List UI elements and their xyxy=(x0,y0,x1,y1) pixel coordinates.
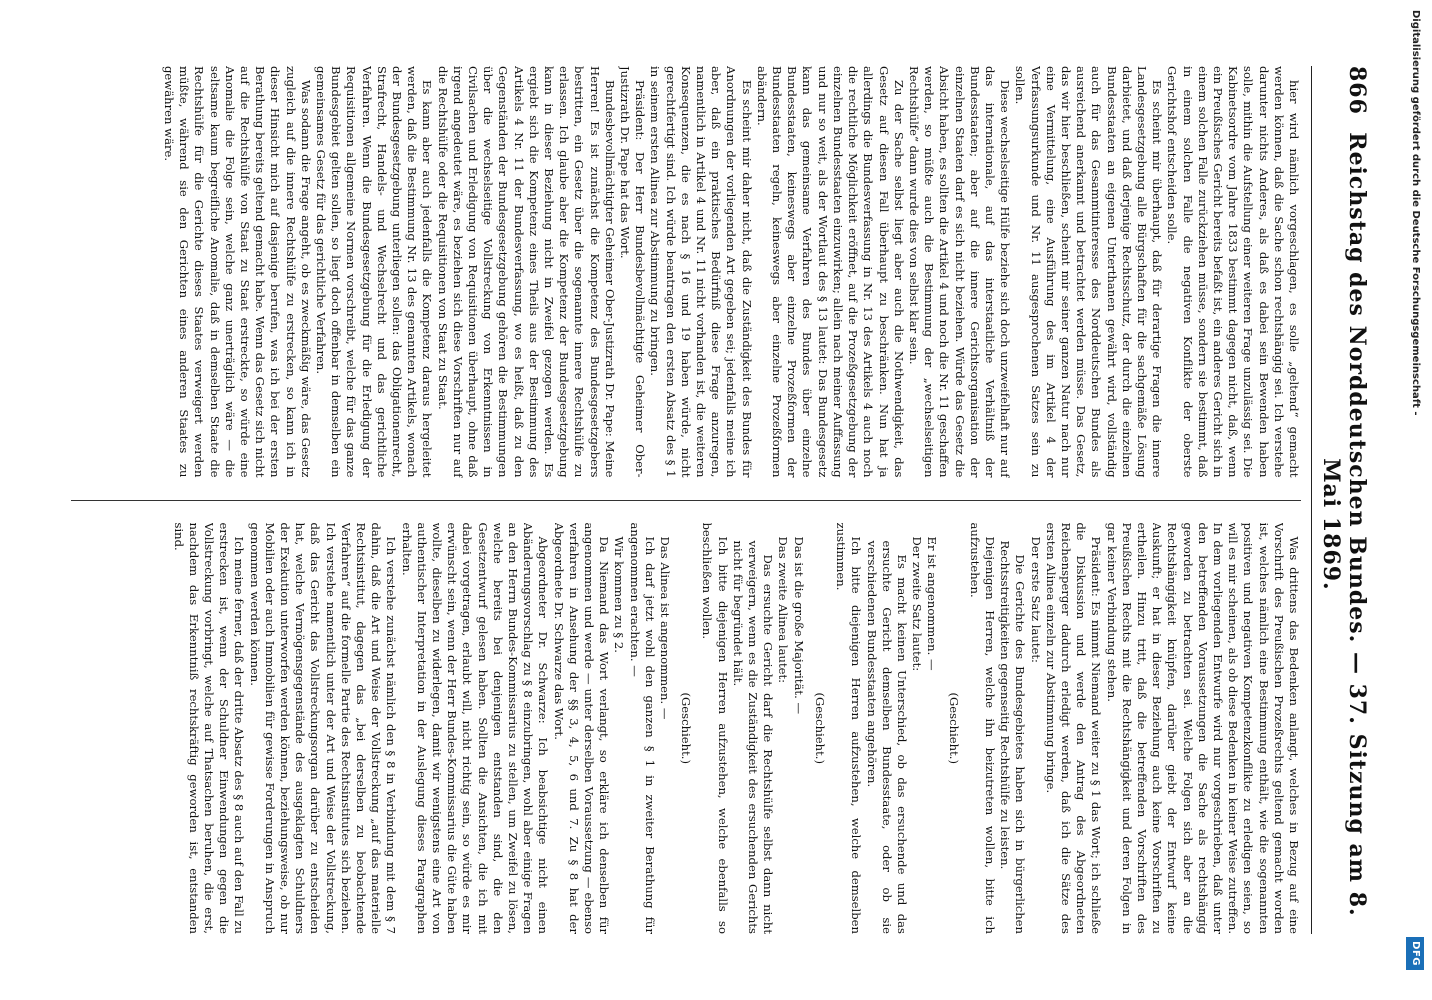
quoted-clause: Es macht keinen Unterschied, ob das ersuchende und das ersuchte Gericht demselben Bundesstaate, oder ob sie verschiedenen Bundesstaaten angehören. xyxy=(864,540,909,934)
left-column xyxy=(71,66,1301,478)
paragraph: Abgeordneter Dr. Schwarze: Ich beabsichtige nicht einen Abänderungsvorschlag zu § 8 einzubringen, wohl aber einige Fragen an den Herrn Bundes-Kommissarius zu stellen, um Zweifel zu lösen, welche bereits bei denjenigen entstanden sind, die den Gesetzentwurf gelesen haben. Sollten die Ansichten, die ich mit dabei vorgetragen, erlaubt will, nicht richtig sein, so würde es mir erwünscht sein, wenn der Herr Bundes-Kommissarius die Güte haben wollte, dieselben zu widerlegen, damit wir wenigstens eine Art von authentischer Interpretation in der Auslegung dieses Paragraphen erhalten. xyxy=(399,522,551,934)
paragraph: Was drittens das Bedenken anlangt, welches in Bezug auf eine Vorschrift des Preußischen Prozeßrechts geltend gemacht worden ist, welches nämlich eine Bestimmung enthält, wie die sogenannten positiven und negativen Kompetenzkonflikte zu erledigen seien, so will es mir scheinen, als ob diese Bedenken in keiner Weise zutreffen. In dem vorliegenden Entwurfe wird nur vorgeschrieben, daß unter den betreffenden Voraussetzungen die Sache als rechtshängig geworden zu betrachten sei. Welche Folgen sich aber an die Rechtshängigkeit knüpfen, darüber giebt der Entwurf keine Auskunft; er hat in dieser Beziehung auch keine Vorschriften zu ertheilen. Hinzu tritt, daß die betreffenden Vorschriften des Preußischen Rechts mit die Rechtshängigkeit und deren Folgen in gar keiner Verbindung stehen. xyxy=(1104,522,1301,934)
page-number: 866 xyxy=(1344,66,1370,115)
paragraph: Ich meine ferner, daß der dritte Absatz des § 8 auch auf den Fall zu erstrecken ist, wenn der Schuldner Einwendungen gegen die Vollstreckung vorbringt, welche auf Thatsachen beruhen, die erst, nachdem das Erkenntniß rechtskräftig geworden ist, entstanden sind. xyxy=(171,522,247,934)
text-columns xyxy=(71,66,1301,934)
paragraph: Ich verstehe zunächst nämlich den § 8 in Verbindung mit dem § 7 dahin, daß die Art und Weise der Vollstreckung „auf das materielle Rechtsinstitut, dagegen das „bei derselben zu beobachtende Verfahren“ auf die formelle Partie des Rechtsinstitutes sich beziehen. Ich verstehe namentlich unter der Art und Weise der Vollstreckung, daß das Gericht das Vollstreckungsorgan darüber zu entscheiden hat, welche Vermögensgegenstände des ausgeklagten Schuldners der Exekution unterworfen werden können, beziehungsweise, ob nur Mobilien oder auch Immobilien für gewisse Forderungen in Anspruch genommen werden können. xyxy=(247,522,399,934)
paragraph: Präsident: Der Herr Bundesbevollmächtigte Geheimer Ober-Justizrath Dr. Pape hat das Wort. xyxy=(618,66,648,478)
paragraph: Ich bitte diejenigen Herren aufzustehen, welche demselben zustimmen. xyxy=(834,522,864,934)
paragraph: Zu der Sache selbst liegt aber auch die Nothwendigkeit, das Gesetz auf diesen Fall überhaupt zu beschränken. Nun hat ja allerdings die Bundesverfassung in Nr. 13 des Artikels 4 auch noch die rechtliche Möglichkeit eröffnet, auf die Prozeßgesetzgebung der einzelnen Bundesstaaten einzuwirken; allein nach meiner Auffassung und nur so weit, als der Wortlaut des § 13 lautet: Das Bundesgesetz kann das gemeinsame Verfahren des Bundes über einzelne Bundesstaaten, keineswegs aber einzelne Prozeßformen der Bundesstaaten regeln, keineswegs aber einzelne Prozeßformen abändern. xyxy=(754,66,906,478)
paragraph: Ich darf jetzt wohl den ganzen § 1 in zweiter Berathung für angenommen erachten. — xyxy=(627,522,657,934)
paragraph: Der erste Satz lautet: xyxy=(1028,536,1043,663)
credit-text: Digitalisierung gefördert durch die Deutsche Forschungsgemeinschaft - xyxy=(1410,10,1421,416)
stage-direction: (Geschieht.) xyxy=(946,692,961,764)
paragraph: Da Niemand das Wort verlangt, so erkläre ich denselben für angenommen und werde — unter derselben Voraussetzung — ebenso verfahren in Ansehung der §§ 3, 4, 5, 6 und 7. Zu § 8 hat der Abgeordnete Dr. Schwarze das Wort. xyxy=(551,522,612,934)
running-head xyxy=(1311,66,1370,934)
paragraph: Bundesbevollmächtigter Geheimer Ober-Justizrath Dr. Pape: Meine Herren! Es ist zunächst die Kompetenz des Bundesgesetzgebers bestritten, ein Gesetz über die sogenannte innere Rechtshülfe zu erlassen. Ich glaube aber die Kompetenz der Bundesgesetzgebung kann in dieser Beziehung nicht in Zweifel gezogen werden. Es ergiebt sich die Kompetenz eines Theils aus der Bestimmung des Artikels 4 Nr. 11 der Bundesverfassung, wo es heißt, daß zu den Gegenständen der Bundesgesetzgebung gehören die Bestimmungen über die wechselseitige Vollstreckung von Erkenntnissen in Civilsachen und Erledigung von Requisitionen überhaupt, ohne daß irgend angedeutet wäre, es beziehen sich diese Vorschriften nur auf die Rechtshülfe oder die Requisitionen von Staat zu Staat. xyxy=(435,66,617,478)
paragraph: Der zweite Satz lautet: xyxy=(910,536,925,672)
paragraph: Was sodann die Frage angeht, ob es zweckmäßig wäre, das Gesetz zugleich auf die innere Rechtshülfe zu erstrecken, so kann ich in dieser Hinsicht mich auf dasjenige berufen, was ich bei der ersten Berathung bereits geltend gemacht habe. Wenn das Gesetz sich nicht auf die Rechtshülfe von Staat zu Staat erstreckte, so würde eine Anomalie die Folge sein, welche ganz unerträglich wäre — die seltsame kaum begreifliche Anomalie, daß in demselben Staate die Rechtshülfe für die Gerichte dieses Staates verweigert werden müßte, während sie den Gerichten eines anderen Staates zu gewähren wäre. xyxy=(161,66,313,478)
paragraph: Ich bitte diejenigen Herren aufzustehen, welche ebenfalls so beschließen wollen. xyxy=(700,522,730,934)
paragraph: Er ist angenommen. — xyxy=(925,536,940,671)
paragraph: Das ist die große Majorität. — xyxy=(791,536,806,715)
paragraph: Es scheint mir daher nicht, daß die Zuständigkeit des Bundes für Anordnungen der vorliegenden Art gegeben sei; jedenfalls meine ich aber, daß ein praktisches Bedürfniß diese Frage anzuregen, namentlich in Artikel 4 und Nr. 11 nicht vorhanden ist, die weiteren Konsequenzen, die es nach § 16 und 19 haben würde, nicht gerechtfertigt sind. Ich würde beantragen den ersten Absatz des § 1 in seinem ersten Alinea zur Abstimmung zu bringen. xyxy=(648,66,754,478)
paragraph: Diese wechselseitige Hülfe beziehe sich doch unzweifelhaft nur auf das internationale, auf das interstaatliche Verhältniß der Bundesstaaten; aber auf die innere Gerichtsorganisation der einzelnen Staaten darf es sich nicht beziehen. Würde das Gesetz die Absicht haben, es sollten die Artikel 4 und noch die Nr. 11 geschaffen werden, so müßte auch die Bestimmung der „wechselseitigen Rechtshülfe“ dann wurde dies von selbst klar sein. xyxy=(906,66,1013,478)
digitization-credit xyxy=(1406,10,1424,990)
quoted-clause: Das ersuchte Gericht darf die Rechtshülfe selbst dann nicht verweigern, wenn es die Zuständigkeit des ersuchenden Gerichts nicht für begründet hält. xyxy=(730,540,776,934)
stage-direction: (Geschieht.) xyxy=(812,692,827,764)
paragraph: Es scheint mir überhaupt, daß für derartige Fragen die innere Landesgesetzgebung alle Bürgschaften für die sachgemäße Lösung darbietet, und daß derjenige Rechtsschutz, der durch die einzelnen Bundesstaaten an eigenen Unterthanen gewährt wird, vollständig auch für das Gesammtinteresse des Norddeutschen Bundes als ausreichend anerkannt und betrachtet werden müsse. Das Gesetz, das wir hier beschließen, scheint mir seiner ganzen Natur nach nur eine Vermittelung, eine Ausführung des im Artikel 4 der Verfassungsurkunde und Nr. 11 ausgesprochenen Satzes sein zu sollen. xyxy=(1013,66,1165,478)
quoted-clause: Die Gerichte des Bundesgebietes haben sich in bürgerlichen Rechtsstreitigkeiten gegenseitig Rechtshülfe zu leisten. xyxy=(998,540,1028,934)
page-title: Reichstag des Norddeutschen Bundes. — 37. Sitzung am 8. Mai 1869. xyxy=(1318,132,1370,917)
paragraph: Das Alinea ist angenommen. — xyxy=(658,536,673,720)
paragraph: Diejenigen Herren, welche ihn beizutreten wollen, bitte ich aufzustehen. xyxy=(967,522,997,934)
paragraph: hier wird nämlich vorgeschlagen, es solle „geltend“ gemacht werden können, daß die Sache schon rechtshängig sei. Ich verstehe darunter nichts Anderes, als daß es dabei sein Bewenden haben solle, mithin die Aufstellung einer weiteren Frage unzulässig sei. Die Kabinetsordre vom Jahre 1833 bestimmt dagegen nicht, daß, wenn ein Preußisches Gericht bereits befaßt ist, ein anderes Gericht sich in einem solchen Falle zurückziehen müsse, sondern sie bestimmt, daß in einem solchen Falle die negativen Konflikte der oberste Gerichtshof entscheiden solle. xyxy=(1165,66,1301,478)
paragraph: Wir kommen zu § 2. xyxy=(612,536,627,653)
column-divider xyxy=(71,500,1301,501)
stage-direction: (Geschieht.) xyxy=(679,692,694,764)
paragraph: Das zweite Alinea lautet: xyxy=(776,536,791,684)
paragraph: Es kann aber auch jedenfalls die Kompetenz daraus hergeleitet werden, daß die Bestimmung Nr. 13 des genannten Artikels, wonach der Bundesgesetzgebung unterliegen sollen: das Obligationenrecht, Strafrecht, Handels- und Wechselrecht und das gerichtliche Verfahren. Wenn die Bundesgesetzgebung für die Erledigung der Requisitionen allgemeine Normen vorschreibt, welche für das ganze Bundesgebiet gelten sollen, so liegt doch offenbar in demselben ein gemeinsames Gesetz für das gerichtliche Verfahren. xyxy=(314,66,435,478)
dfg-logo: DFG xyxy=(1406,937,1424,970)
right-column xyxy=(71,523,1301,935)
paragraph: Präsident: Es nimmt Niemand weiter zu § 1 das Wort; ich schließe die Diskussion und werde den Antrag des Abgeordneten Reichensperger dadurch erledigt werden, daß ich die Sätze des ersten Alinea einzeln zur Abstimmung bringe. xyxy=(1043,522,1104,934)
